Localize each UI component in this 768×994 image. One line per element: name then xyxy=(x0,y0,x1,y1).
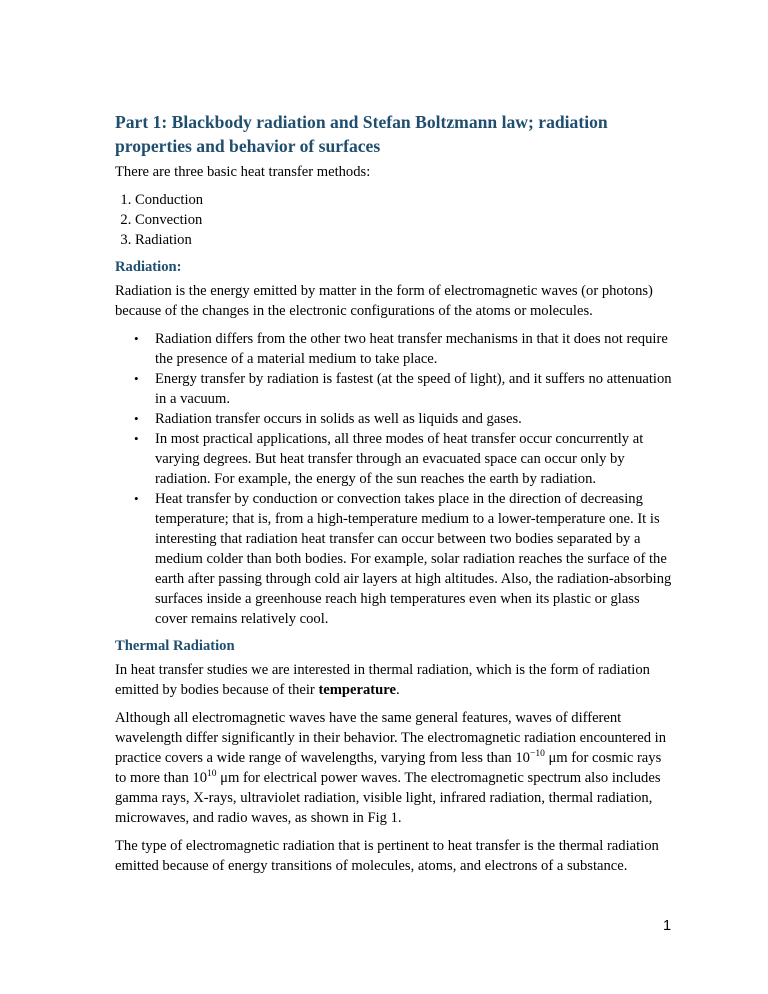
list-item: 2. Convection xyxy=(135,210,675,230)
list-item: 3. Radiation xyxy=(135,230,675,250)
thermal-paragraph-2 xyxy=(115,708,675,828)
radiation-bullets xyxy=(115,329,675,629)
list-item: • Radiation transfer occurs in solids as well as liquids and gases. xyxy=(135,409,675,429)
text-run: μm for cosmic rays to more than 10 xyxy=(115,750,662,786)
page-number: 1 xyxy=(663,918,672,934)
list-item: • Heat transfer by conduction or convection takes place in the direction of decreasing temperature; that is, from a high-temperature medium to a lower-temperature one. It is interesting that radiation heat transfer can occur between two bodies separated by a medium colder than both bodies. For example, solar radiation reaches the surface of the earth after passing through cold air layers at high altitudes. Also, the radiation-absorbing surfaces inside a greenhouse reach high temperatures even when its plastic or glass cover remains relatively cool. xyxy=(135,489,675,629)
thermal-paragraph-3: The type of electromagnetic radiation that is pertinent to heat transfer is the thermal radiation emitted because of energy transitions of molecules, atoms, and electrons of a substance. xyxy=(115,838,659,874)
text-run: . xyxy=(395,682,400,698)
page-title: Part 1: Blackbody radiation and Stefan Boltzmann law; radiation properties and behavior of surfaces xyxy=(115,112,608,156)
radiation-heading: Radiation: xyxy=(115,259,182,275)
exponent: 10 xyxy=(207,769,217,780)
methods-list xyxy=(115,190,675,250)
bold-term: temperature xyxy=(318,682,396,698)
text-run: Although all electromagnetic waves have the same general features, waves of different wavelength differ significantly in their behavior. The electromagnetic radiation encountered in practice covers a wide range of wavelengths, varying from less than 10 xyxy=(115,710,666,766)
thermal-paragraph-1 xyxy=(115,660,675,700)
document-page xyxy=(115,110,675,884)
radiation-definition: Radiation is the energy emitted by matter in the form of electromagnetic waves (or photons) because of the changes in the electronic configurations of the atoms or molecules. xyxy=(115,283,653,319)
text-run: In heat transfer studies we are interested in thermal radiation, which is the form of radiation emitted by bodies because of their xyxy=(115,662,650,698)
list-item: • In most practical applications, all three modes of heat transfer occur concurrently at varying degrees. But heat transfer through an evacuated space can occur only by radiation. For example, the energy of the sun reaches the earth by radiation. xyxy=(135,429,675,489)
intro-paragraph: There are three basic heat transfer methods: xyxy=(115,164,371,180)
list-item: • Radiation differs from the other two heat transfer mechanisms in that it does not require the presence of a material medium to take place. xyxy=(135,329,675,369)
thermal-radiation-heading: Thermal Radiation xyxy=(115,638,235,654)
exponent: −10 xyxy=(529,749,545,760)
text-run: μm for electrical power waves. The electromagnetic spectrum also includes gamma rays, X-rays, ultraviolet radiation, visible light, infrared radiation, thermal radiation, microwaves, and radio waves, as shown in Fig 1. xyxy=(115,770,661,826)
list-item: 1. Conduction xyxy=(135,190,675,210)
list-item: • Energy transfer by radiation is fastest (at the speed of light), and it suffers no attenuation in a vacuum. xyxy=(135,369,675,409)
